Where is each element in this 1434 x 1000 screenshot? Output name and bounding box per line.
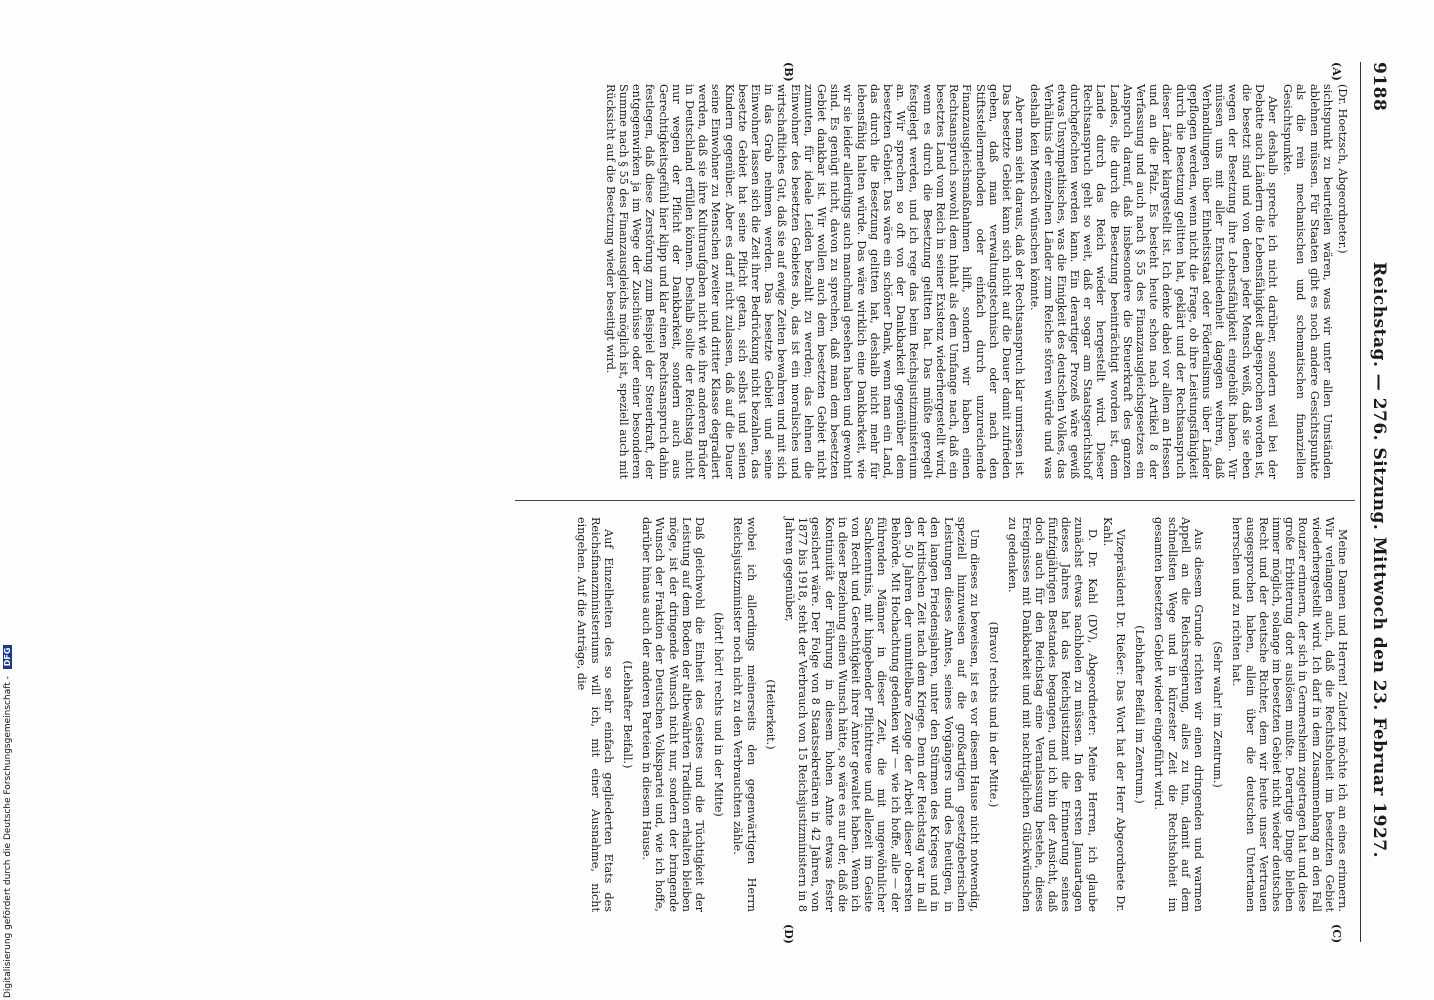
column-divider <box>515 500 1355 501</box>
paragraph: Aber deshalb spreche ich nicht darüber, sondern weil bei der Debatte auch Ländern die Lebensfähigkeit abgesprochen worden ist, die besetzt sind und von denen jeder Mensch weiß, daß sie eben wegen der Besetzung ihre Lebensfähigkeit eingebüßt haben. Wir müssen uns mit aller Entschiedenheit dagegen wehren, daß Verhandlungen über Einheitsstaat oder Föderalismus über Länder gepflogen werden, wenn nicht die Frage, ob ihre Leistungsfähigkeit durch die Besetzung gelitten hat, geklärt und der Rechtsanspruch dieser Länder klargestellt ist. Ich denke dabei vor allem an Hessen und an die Pfalz. Es besteht heute schon nach Artikel 8 der Verfassung und auch nach § 55 des Finanzausgleichsgesetzes ein Anspruch darauf, daß insbesondere die Steuerkraft des ganzen Landes, die durch die Besetzung beeinträchtigt worden ist, dem Lande durch das Reich wieder hergestellt wird. Dieser Rechtsanspruch geht so weit, daß er sogar am Staatsgerichtshof durchgefochten werden kann. Ein derartiger Prozeß wäre gewiß etwas Unsympathisches, was die Einigkeit des deutschen Volkes, das Verhältnis der einzelnen Länder zum Reiche stören würde und was deshalb kein Mensch wünschen könnte. <box>1028 84 1279 479</box>
margin-letter-c: (C) <box>1330 924 1343 944</box>
paragraph: wobei ich allerdings meinerseits den gegenwärtigen Herrn Reichsjustizminister noch nicht zu den Verbrauchten zähle. <box>731 517 758 912</box>
page-number: 9188 <box>1369 62 1389 112</box>
paragraph: Daß gleichwohl die Einheit des Geistes und die Tüchtigkeit der Leistung auf dem Boden der altbewährten Tradition erhalten bleiben möge, ist der dringende Wunsch nicht nur, sondern der bringende Wunsch der Fraktion der Deutschen Volkspartei und, wie ich hoffe, darüber hinaus auch der anderen Parteien in diesem Hause. <box>640 517 707 912</box>
margin-letter-a: (A) <box>1330 62 1343 81</box>
interjection: (Heiterkeit.) <box>763 679 777 750</box>
digitization-footer <box>3 8 15 998</box>
margin-letter-b: (B) <box>782 62 795 82</box>
paragraph: Auf Einzelheiten des so sehr einfach gegliederten Etats des Reichsfinanzministeriums will ich, mit einer Ausnahme, nicht eingehen. Auf die Anträge, die <box>575 517 615 912</box>
paragraph: Um dieses zu beweisen, ist es vor diesem Hause nicht notwendig, speziell hinzuweisen auf die großartigen gesetzgeberischen Leistungen dieses Amtes, seines Vorgängers und des heutigen, in den langen Friedensjahren, unter den Stürmen des Krieges und in der kritischen Zeit nach dem Kriege. Denn der Reichstag war in all den 50 Jahren der unmittelbare Zeuge der Arbeit dieser obersten Behörde. Mit Hochachtung gedenken wir — wie ich hoffe, alle — der führenden Männer in dieser Zeit, die mit ungewöhnlicher Sachkenntnis, mit hingebender Pflichttreue und allezeit im Geiste von Recht und Gerechtigkeit ihrer Ämter gewaltet haben. Wenn ich in dieser Beziehung einen Wunsch hätte, so wäre es nur der, daß die Kontinuität der Führung in diesem hohen Amte etwas fester gesichert wäre. Der Folge von 8 Staatssekretären in 42 Jahren, von 1877 bis 1918, steht der Verbrauch von 15 Reichsjustizministern in 8 Jahren gegenüber, <box>783 517 981 912</box>
interjection: (Sehr wahr! im Zentrum.) <box>1211 641 1225 788</box>
left-text-column <box>602 84 1349 479</box>
margin-letter-d: (D) <box>782 924 795 944</box>
speaker-paragraph: Vizepräsident Dr. Rießer: Das Wort hat der Herr Abgeordnete Dr. Kahl. <box>1100 517 1127 912</box>
interjection: (hört! hört! rechts und in der Mitte) <box>712 612 726 817</box>
paragraph: Aber man sieht daraus, daß der Rechtsanspruch klar umrissen ist. Das besetzte Gebiet kann sich nicht auf die Dauer damit zufrieden geben, daß man verwaltungstechnisch oder nach den Stiftsstellermethoden oder einfach durch unzureichende Finanzausgleichsmaßnahmen hilft, sondern wir haben einen Rechtsanspruch sowohl dem Inhalt als dem Umfange nach, daß ein besetztes Land vom Reich in seiner Existenz wiederhergestellt wird, wenn es durch die Besetzung gelitten hat. Das müßte geregelt festgelegt werden, und ich rege das beim Reichsjustizministerium an. Wir sprechen so oft von der Dankbarkeit gegenüber dem besetzten Gebiet. Das wäre ein schöner Dank, wenn man ein Land, das durch die Besetzung gelitten hat, deshalb nicht mehr für lebensfähig halten würde. Das wäre wirklich eine Dankbarkeit, wie wir sie leider allerdings auch manchmal gesehen haben und gewohnt sind. Es genügt nicht, davon zu sprechen, daß man dem besetzten Gebiet dankbar ist. Wir wollen auch dem besetzten Gebiet nicht zumuten, für ideale Leiden bezahlt zu werden; das lehnen die Einwohner des besetzten Gebietes ab, das ist ein moralisches und wirtschaftliches Gut, daß sie auf ewige Zeiten bewahren und mit sich in das Grab nehmen werden. Das besetzte Gebiet und seine Einwohner lassen sich die Zeit ihrer Bedrückung nicht bezahlen, das besetzte Gebiet hat seine Pflicht getan, sich selbst und seinen Kindern gegenüber. Aber es darf nicht zulassen, daß auf die Dauer seine Einwohner zu Menschen zweiter und dritter Klasse degradiert werden, daß sie ihre Kulturaufgaben nicht wie ihre anderen Brüder in Deutschland erfüllen können. Deshalb sollte der Reichstag nicht nur wegen der Pflicht der Dankbarkeit, sondern auch aus Gerechtigkeitsgefühl hier klipp und klar einen Rechtsanspruch dahin festlegen, daß diese Zerstörung zum Beispiel der Steuerkraft, der entgegenwirken ja im Wege der Zuschüsse oder einer besonderen Summe nach § 55 des Finanzausgleichs möglich ist, speziell auch mit Rücksicht auf die Besetzung wieder beseitigt wird. <box>603 84 1027 479</box>
dfg-logo: DFG <box>3 645 12 670</box>
interjection: (Lebhafter Beifall im Zentrum.) <box>1133 625 1147 804</box>
speaker-paragraph: D. Dr. Kahl (DV), Abgeordneter: Meine Herren, ich glaube zunächst etwas nachholen zu müssen. In den ersten Januartagen dieses Jahres hat das Reichsjustizamt die Erinnerung seines fünfzigjährigen Bestandes begangen, und ich bin der Ansicht, daß doch auch für den Reichstag eine Veranlassung bestehe, dieses Ereignisses mit Dankbarkeit und mit nachträglichen Glückwünschen zu gedenken. <box>1006 517 1099 912</box>
right-text-column <box>573 517 1349 912</box>
speaker-attribution: (Dr. Hoetzsch, Abgeordneter.) <box>1336 84 1349 254</box>
footer-credit <box>3 8 13 998</box>
rotated-document-page <box>135 62 1395 942</box>
page-title: Reichstag. — 276. Sitzung. Mittwoch den 23. Februar 1927. <box>1369 262 1389 859</box>
page-header <box>1360 62 1395 942</box>
footer-text: Digitalisierung gefördert durch die Deutsche Forschungsgemeinschaft - <box>3 676 13 998</box>
interjection: (Bravo! rechts und in der Mitte.) <box>987 621 1001 808</box>
paragraph: Aus diesem Grunde richten wir einen dringenden und warmen Appell an die Reichsregierung, alles zu tun, damit auf dem schnellsten Wege und in kürzester Zeit die Rechtshoheit im gesamten besetzten Gebiet wieder eingeführt wird. <box>1152 517 1205 912</box>
paragraph: sichtspunkt zu beurteilen wären, was wir unter allen Umständen ablehnen müssen. Für Staaten gibt es noch andere Gesichtspunkte als die rein mechanischen und schematischen finanziellen Gesichtspunkte. <box>1281 84 1334 479</box>
paragraph: Meine Damen und Herren! Zuletzt möchte ich an eines erinnern. Wir verlangen auch, daß die Rechtshoheit im besetzten Gebiet wiederhergestellt wird. Ich darf in dem Zusammenhang an den Fall Rouzier erinnern, der sich in Germersheim zugetragen hat und diese große Erbitterung dort auslösen mußte. Derartige Dinge bleiben immer möglich, solange im besetzten Gebiet nicht wieder deutsches Recht und der deutsche Richter, dem wir heute unser Vertrauen ausgesprochen haben, allein über die deutschen Untertanen herrschen und zu richten hat. <box>1230 517 1349 912</box>
interjection: (Lebhafter Beifall.) <box>621 660 635 769</box>
